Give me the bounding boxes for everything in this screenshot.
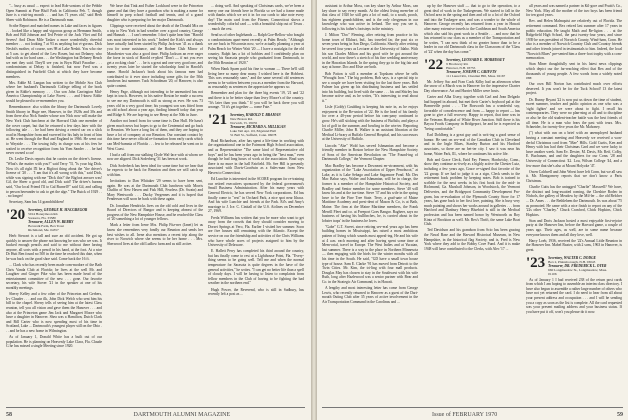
left-column-2	[107, 4, 203, 404]
right-column-3	[526, 4, 622, 404]
column-paragraph: ... doing well. And speaking of Christmas cards, we've been a merry one our friends here in Florida so we had a frame made with thanks which we set it in for our cards to take note every day! The main card from the Fitzner, Connecticut shows a wonderfully colorful card — with a beautiful ship out of Texas . . . much the rest.	[208, 4, 304, 31]
column-paragraph: Invitations to Dan Whitaker '29 seems to have been sent, again. He was at the Dartmouth Club luncheon with Morris Chalfin of New Haven and Fisk Hill, Fearless (Dr. Swain) and Mary Wentworth . . . Ducky Vergennes and it is hoped that Fenderson will soon be back with these again.	[107, 178, 203, 202]
class-year: '22	[424, 56, 444, 73]
class-officers	[446, 58, 505, 78]
column-paragraph: Bob and Grace Cleck, Enid Fay Fiemer, Hardwicky, Conn., show they continue ac-tively as a highly active the Chester Lutz, including a few years ago, Grace re-signed that favorite of the '22 group. If we had to judge it as a sign, Cleck sends to the retirement book problem by keeping notes. Bob is trained to scribble for the next weeks in his first book for the mid- in Richmond, Ga. Marshall Johnson, in Woodstock, the Vermont Deliveries, and the Bridgeport Community Development Pro-gram, has re-evaluation of the Plymouth County Store for 17 years, has gone back to her first love, painting. She is busy very much painting and shows her works around in galleries . . . from Hartford and Danbury Henry Bluebird is still in the Medical profession and has been named honor by Wentworth as Roy Kintz of Brockton as well. Mr. Rex's Thrift, the same Lake Boat Club.	[424, 157, 520, 227]
left-column-3	[208, 4, 304, 404]
column-paragraph: Mr. Jeffrey Sac and Fran Cook Kilby had an afternoon when the snow of a March was in Hanover for the impressive Charter Day observance. Art and Harriet Miller were hosts.	[424, 79, 520, 93]
secretary-line: Secretary, GEORGE H. MACGREGOR	[28, 207, 88, 212]
column-paragraphs	[424, 4, 520, 55]
class-heading-1922	[424, 58, 520, 78]
column-paragraph: Remember and plan for the three big events '19, '21 and '22 and there is to be better shape than Jerry Moore's of the country. "It's later than you think." If you will be back there you will arrange. "If it's get together — come Fate."	[208, 91, 304, 110]
left-footer	[6, 412, 230, 418]
column-paragraph: As of January 1, Donald White has a built out of our population. He is planning on Heavenly Lake Clara, Fla. Claude G he has missed a single Meeting since 1920.	[6, 335, 102, 349]
treasurer-address-1: Lake Vail Apt. 1D, Edgeland Hall	[230, 128, 276, 133]
column-paragraph: Ed Lunchie is interested in the SCORE program for re-training our retired executives sponsored by the federal government's Small Business Administration. After his many years with General Electric, he has served New York corporations. Ed has finally come to "rest" in Orchard Park, a nice spot near Ithaca. And his wife Lunchie and friends at the Park. Ed's and Amy's marriage to J. Ice. C. Cinitall of the U.S. Airlines on December 27, 1969.	[208, 177, 304, 214]
column-paragraph: A lengthy and most interesting letter has come from George Lewis, who recently returned to Hanover as a guest of the Dart-mouth Outing Club after 35 years of active involvement in the Air Transportation Command in the Carolinas and ...	[322, 286, 418, 304]
column-paragraph: (") what with run on a brief with an unemployed husband having a constant meeting and Heavenly we received a won-derful Christmas card from "Mae" Hills. Gold Curtis, Ken and Henry with has had their Christmas Card and we were lucky to have another week. Sam Ev. Dexter, M. Davis, Mr. Reif, Colby, E. Buchanan, and and the daughters for our Conn. '28 and University of Connecticut '42. Lou, Wilson College '44, and a few more that she's also at Mount Holyoke '47.	[526, 131, 622, 168]
class-year: '23	[526, 254, 546, 271]
right-footer	[322, 412, 623, 418]
secretary-line: Secretary, HAROLD T. BRAMAN	[230, 112, 281, 117]
treasurer-address-1: Boxwalk Farm, Box Trout	[28, 223, 64, 228]
footer-rule	[6, 407, 305, 408]
column-paragraph: "... busy as usual ... expect to lead Rob-sontons of the Pebble Open Summit at Pine Bluff Park in California Feb. 7, though June is a visit-ing month . . . and has 71 years old," said Herb Sheer with Robinson. He is a Dartmouth man.	[6, 4, 102, 22]
column-paragraphs	[107, 4, 203, 246]
column-paragraph: I had a call from our stalking Clyde Wal-lace with at whom we now are aligned. Dick Soderberg '31 has been at work.	[107, 152, 203, 162]
column-paragraph: Owen Caldwell and John Woest have left Conn, but we all saw it. Mr. Montgomery reports that we don't know a Paris Christmas.	[526, 169, 622, 183]
column-paragraph: As of January 1 I had received 238 of the return post cards from which I am hoping to assemble an interim class directory. I have also begun to assemble a rather large number of others who have not yet returned the card. I do need to hear from all about your present address and occupation . . . and I will be sending you a copy as soon as the list is complete. All the card requested was your present mailing address and your business status. If you have put it off, won't you please do it now.	[526, 277, 622, 314]
column-paragraph: Scribe Report and matched names in Lake and faces in figures . . . looked like a happy and vigorous group as Hermann Smith, Bob and Bill Johnson and Ted Petrie of the Jack Vliet and Ed Severs! And Dean Mile Tasker a more wonderfully cheerful member . . . not looking 7 at 93 as anything but vi-gorous. Dick Nesbit's mother, of course, was 98 at Lake Nesbit. You who rise at 5 a.m. to get ahead of the Lew Rosen, but not Delaney, who had with us for hard cans . . . the Washington but Delaney Beach we met they said. They'll see you in Bryn Bluff Paradise . . . condominium at Delray is finished, but now Fred was a distinguished in Fairfield Club at which they have become members.	[6, 23, 102, 79]
column-paragraphs	[526, 4, 622, 253]
treasurer-line: Treasurer, JOSEPH C. GRIFFIN	[446, 69, 497, 74]
column-paragraph: Earl Dohlberg is a great guy and is writ-ing a good sense of humor. He sent on sev-eral of the Canadian Club in Cleveland and in the Ingle Blues, Stanley Burton and his Hartford associates, so there are no bet-ter city. I saw it was near his home, Water Park, Ill., where he continues his active life.	[424, 133, 520, 156]
column-paragraph: "Gabe" G.T. Sweet, since retiring sev-eral years ago has been building homes in Mississippi, has raised a most ambitious pattern of living which sounds most appeal-ing. He and his wife at 4 a.m. each morning and after having spent some time at Mem-orial, travel in Europe. The West Indies and at Yucatan, last summer. There is a way to the place in Northern Minnesota — then engaging with the birds for the winter months with all his time in the South. He said, "GD have a small town house type of house. Sam E. Clarke '91 has moved from Detroit to the Twin Cities. Mr. Kim, the tri-ling with four mall products. Douglas May has chosen to stay in the Southwest with his wife Ruth, long after Hazlewood was a senior partner with Bear and Co. in the Strategic Air Command, is in Hawaii.	[322, 224, 418, 284]
column-paragraph: Mac Bradley has become a Downeast en-vironment, with his organization of the "Lake Association of Upper Penobscot," at Lake, as it is Lake Sebago and Lake Sagamore Pond. Mr. Des Mac Bahar says, Walter and Ishmanian, will be in charge, the former is a member of the Hampshire Historical Society, and Bradley and Senior member for some members. Steve '40 will know his and at the tax-time. Steve '37 and his wife in the spring have to be the Fine Tree State. Terry, a grad-uate of Maine Maritime Academy and presi-dent of Mason & Co, is at Bath, Maine. The firm at the Maine Maritime members, the Frank Merrill Fleet and co. at Freeport Goes Bangor. Bagheer, says no business of having his bullfinches, he, is carried about in the lobster traps' in the business he loves.	[322, 163, 418, 223]
column-paragraph: J. Milton "Doc" Fleming, after retiring from practice in his home town of Elkhart, Ind., has traveled far, the past six or seven years being in San Diego, California. Shortly after retiring he served four years as Lecturer at the University of Idaho. With his son Charles Milton and his good wife he got around the world, and now there's a stretch of his fine wedding anniversary in the Hawaiian Islands. In the spring they go to the big fair and stay at home. Doc and Elsie are both.	[322, 33, 418, 70]
column-paragraph: Sherry Kelley and a few other of the Princeton and Gerbers, Irv Clauder . . . and our ilk, John Dick Welch who sent him his bill to the chapel. Sherry tells of seeing him at the latest Class reunion, tell you all vision and gave them the Hanover . . . and also at the Princeton game Jim Jack and Margaret Moore who have a daughter in Hanover. Shea was a Hamilton, Dutch Clark and Bill Carter who is now spending most of his time in Scotland, Lake ... Dartmouth's youngest player still on the Ohio . . . and he has a new home in Wilmington.	[6, 292, 102, 333]
column-paragraph: Brad Richardson, after has spent a life-time in working with the organizational one in the Fairmont High School association, and as Representative "The same kind of Representative old boys" and he has been years ago in being the "best man," even though he had long hours of work at the association. Brad says there is no more in the hall Fairfield. Mr. See Hill is presently associated with Davis-Goodwin as a Sales-man from New Haven to Connecticut.	[208, 138, 304, 175]
secretary-address-1: 5014 Honeymoon Rd.	[28, 211, 59, 216]
column-paragraphs	[424, 80, 520, 252]
column-paragraph: Our own Bill Norton has contributed much over efforts deserved. It you won't be for the Tuck School! 13 the latest project.	[526, 82, 622, 96]
secretary-address-2: Sarasota, Fla. 33580	[28, 215, 56, 220]
column-paragraph: assistant to Arthur Moss, can key share by Arthur Moss, can key share to say every month. At the oldest living mem-ber of that class of 1920 he still gets a lot of mail, to a south, pooch, has eighteen grandchildren, and is the only clergyman in our knowledge who was active in Ireland. The way you see it, following is his father's footsteps in the ministry.	[322, 4, 418, 31]
column-paragraph: all years and was named a partner in Kil-gore and Pruitt's Co., New York. May all the mother of the two boys has been friend for ten good years.	[526, 4, 622, 18]
column-paragraph: Charlie Cutts has the untagged "Charlie" Maxwell? We have, the distinct and long-awaited coming, the Cheshire Rodeo in Nichols, the gallery of Meadow by the Mil-ler ... the old Belcher ... Dr. Ames . . . the Bethlehem the Dartmouth. Its was about '75 as promoted. He came with a nice finish to report on any of the '22s other "Charley." Chuck Cranford, Chick Hopkins, Chick Hopkins.	[526, 185, 622, 217]
column-paragraph: Dr. Bunny Bryant '22 is now put us down the time of student, sweet summer, teacher and public opinion as one who was a 'right fighter' and we were about to fight. I recall his contemporaries. They were no plan-ning at all and to discipline or also be the old student-teacher battle was the best friends of all time. He is a man who fears the past with tears. Mrs. Schneider, for twenty-five years the Mr. Mahoney.	[526, 97, 622, 130]
column-paragraph: Dr. Leslie Davis reports that he carries on the driver's license. "What's the matter with you?" said Terry "Il, "Is your big Dick. Now it's all right I'll be a Bigfoot thing about the "the driver's license of '20 . . . 'I am that it's all wrong with this," said Dick, while was signing with me "Dick this?' the Bigfoot answer was! Gil, the Sheer a good old, and Dick said! The driver's bureau said, "Our local Friend I'll to Gal Burnell?" said Gil, and calling to person hereunder to ask to get the alge." The Buick of 1929 . . . no longer!	[6, 157, 102, 199]
column-paragraph: Send us of other Inglehands — Ralph Goe-Bellow who bought a condominium apart-ment recently at Palm Beach; "Although we are back in Wisconsin now, we're actually planning a year at Palm Beach for Winter Wait '20 — I have a nostalgia for the old country. Ralph has a lot of hobbies and I confidently plan on seeing his Sarasota people who graduated from Dartmouth, to the 50th Reunion of 1920."	[208, 33, 304, 65]
right-column-2	[424, 4, 520, 404]
column-paragraph: Stan Miner thoughtfully sent in his latest news clippings which depict our the far-reaching effect that Rex and of the thousands of young people. A few words from a widely noted one.	[526, 62, 622, 81]
treasurer-address-2: Richmond, Me. 04357	[28, 227, 59, 232]
column-paragraph: When Hank Spaen paid his fine to woman — There he'll still living here so many dear many. I wished here is the Hobbest. This was reasonably sane," and the same several old sentences seems to be written between you as a member from the Harvard, as reasonably as sentences the appreciate he appears so.	[208, 66, 304, 90]
treasurer-address-2: 51 Ball St., Suffield, Conn. 06078	[230, 132, 277, 137]
column-paragraph: Remembrance: also within the library the Dartmouth Lovely Smith library in Huge nee, Hanover, in the 1920s and 30s and from there also Nick Sander whose son Nick now will make the New York Club luncheon at the Harvard Club one member of the cover carpet, but that he returned a few days later with the following tale . . . he had been driving a rented car on a slick road in Hampshire from and swerved for his lady in front of him at. He went through the Hud and England in 1966. He went out to Wayside . . . The towing fully in charge was at his fees he waited to receive recognition from his Yom Sander . . . he had never owned a car!	[6, 105, 102, 156]
column-paragraph: Hugh Power, the Reverend, who is still in Sudbury, has recently left a post as ...	[208, 287, 304, 297]
secretary-address-1: Box 2, Plainsborough, N.H. 03043	[548, 259, 596, 264]
class-officers	[230, 113, 286, 137]
class-officers	[28, 208, 87, 232]
treasurer-line: Treasurer, ALLEN W. BERRY	[28, 219, 74, 224]
column-paragraph: Clippings were received about the death of the Donald Mix on a trip to New York in bad weather over a good country, George and Hannah . . . I can't remember. I don't quite hear him "Harold was most interested in his work." Indeed the Kirk's and always have actually had been started by Philip Jack-son '41 as a thank you for some assistance, and the Bodner Club Mirror of Manchester was also a good time. Philip Jackson an ever eager the favor in stock of Harold re-plied "Don't — if not you ever get a rocking chair" . . . he is a great and one very good one, and twenty years later he started the scholarship fund in Harold's name. Harold Jackson's book about his famous men had contributed to it ever since including some gifts for the 50th luncheon last summer. Tuck Schoolman '20, of Hanover, is also quite content.	[107, 23, 203, 88]
column-paragraph: Secretary, Sam has 14 grandchildren!	[9, 200, 65, 205]
column-paragraph: Ted Davidson and his grandson from Scio has been gracing the Naval Base and the Harvard Historical Museum, in New Hampshire, in the historical flag Society, and is, Fred is New York where they add to the Bobby Cove Fund. And it is make 1948 will have contributed to the Clerks, with Alec '17 ...	[424, 228, 520, 251]
class-year: '20	[6, 206, 26, 223]
column-paragraph: Mark a letter from Irene Mrs. Philip Fitz-ner (Janet) let us know she remembers very fondly our Reunion and sends her best wishes to all. Irene also mentions a recent trip along the river to Norwich where she seems to be her home . . . Mrs. Sherwood lives at the old Ludlow farm and as still active.	[107, 223, 203, 246]
page-number: 58	[6, 412, 12, 418]
page-number: 59	[617, 412, 623, 418]
secretary-address-2: Hanover, N.H. 03755	[446, 65, 476, 70]
column-paragraph: We have that Tink and Esther Lockhard were in the Princeton game and that they have a grandson who is making a name for himself in prep school football and tennis, and of a grand daughter who is preparing for her major Dartmouth.	[107, 4, 203, 22]
issue-date: Issue of FEBRUARY 1970	[432, 412, 498, 418]
treasurer-address-1: 111 Laurel Rd., Chestnut Hill, Mass. 02167	[446, 73, 506, 78]
class-year: '21	[208, 111, 228, 128]
column-paragraphs	[208, 4, 304, 110]
right-column-1	[322, 4, 418, 404]
secretary-address-2: Norwich, Vt. 05055	[230, 120, 258, 125]
column-paragraph: Dr. Jonathan Hendricks lives on the old cold and lives in the Board of Directors of Bangor and is keeping abreast of the progress of the New Hampshire House, and he reached the Class of '20 something a lot of younger fellows.	[107, 203, 203, 222]
column-paragraph: E. Hallett Perry has completed his third around the country, but has finally come to rest at a Lighthouse Point, Fla. "Every-thing seems to be going well. Tell me and when the normal temperature for Sarasota is quite degrees in the have of the general activities," he writes. "I can get no better life than a spell of cloudy days. I will be having to listen to complaints from fellow members in the Club of having to be fighting the bad weather in the northern end."	[208, 249, 304, 286]
footer-rule	[322, 407, 623, 408]
column-paragraph: Lisle (Goldy) Goulding is keeping his note in, as he enjoys enjoyment to the Re-union of '22. He is the head of his family for over a 40-year period before his com-pany continued to grow. He's still sticking with the business of Buffalo, and plays a lot of golf in the summer, and bowling in the win-ter. Reporting Charlie Miller, John B. Walker is an assistant librarian at the Medical Li-brary at Buffalo General Hospital, and his successors at the University of Buffalo.	[322, 105, 418, 142]
treasurer-line: Treasurer, RICHARD A. MILLIGAN	[230, 124, 286, 129]
column-paragraphs	[6, 234, 102, 349]
right-page	[317, 0, 628, 420]
treasurer-line: Treasurer, DR. FREDERICK L. OYER	[548, 263, 607, 268]
treasurer-address-2: 01106	[548, 271, 557, 276]
column-paragraph: Stan and Doris Jackson hosted a most enjoyable first-rejoice party at the Hanover Inn, before the Harvard game, a couple of years ago. Their ages, as well, are in some name because everyone knows them and all they love, well.	[526, 218, 622, 237]
publication-name: DARTMOUTH ALUMNI MAGAZINE	[133, 412, 231, 418]
class-heading-1920	[6, 208, 102, 232]
column-paragraph: Mrs. Eddie M. Langan has written to the Mobile Sox Club where her husband's Dartmouth College telling of the book given in Eddie's memory . . . Our son John Carrington Mid-America Championship at Lake Forest . . . and I-know Eddie would be pleased to re-memember you.	[6, 80, 102, 104]
secretary-line: Secretary, LEONARD E. MORRISSEY	[446, 57, 505, 62]
column-paragraph: Rev. and Helen Malmquist are relatively out of Florida. The retirement command. Rex retired last summer after 17 years in public education. He taught Math and Re-ligion . . . at the Ridgefield High School, the past twenty-four years, and since 1939 he was president of Norwich County, Wind-ham, Conn. He also is a member of Norwich Country Club and Country friends and other friends joined in testimonials to him. Indeed, the local "Norwich Blues" pre-sented him a three-foot trophy with a com-memoration.	[526, 19, 622, 61]
column-paragraphs	[526, 278, 622, 315]
column-paragraph: Harry Loeb, 1936, received the '22's Annual Little Reunion in the Hanover Inn. Mabel Baxter, with 2 sons, 1963 in Hanover, is great.	[526, 238, 622, 253]
class-officers	[548, 256, 607, 276]
column-paragraph: ... Clark who has recently been made com-modore of the Bath Chris Vanda Club at Florida; he lives at the well Mr. and Laughter and Ginger Pike who has been made head of the entertainment committee of the new . . . gone. Our favorite secretary, his wife Stover '21 in the speaker at one of his monthly meetings.	[6, 263, 102, 291]
column-paragraph: Lincoln "Abe" Wold has served Ishmanian and become a friendly member in Boston before the New Hampshire Society of Sons of the American Revolution on "The Found-ing of Dartmouth College," the Vermont Chapter.	[322, 143, 418, 162]
column-paragraphs	[322, 4, 418, 305]
left-page	[0, 0, 311, 420]
column-paragraph: Carter and Alba Usery, together with Carl and Jean Delgado had hopped in aboard, but met their Carter's boyhood pal at the Bonneville point . . . The Bosworth has a wonderful say, favorable of convalescence and from — happy to report — has gone to give a full recovery. Happy to report, that time was in the Veterans Hospital of White River Junction. Still there is his Bayou Foods Company in Bridgeport, he and he is expected as "being comfortable."	[424, 94, 520, 132]
secretary-address-1: New Broton Rd.	[230, 116, 253, 121]
left-column-1	[6, 4, 102, 404]
column-paragraph: Henry Page, although not intending to be unreunited has not kept in touch. However, in his native Boston he made a success to see me my Dartmouth is still as strong as ever. He was 73 years old in a very good time; his youngest son was fitted from an old school about a year ago, finding himself today that year and Ridge 6. We are hop-ing to see Henry at the 50th in June.	[107, 89, 203, 117]
column-paragraph: Dick Soderbeck has been ideal for some time but we hear that he expects to be back for Reunion and then we will catch up with him.	[107, 163, 203, 177]
secretary-address-1: 9 Brockway Rd.	[446, 61, 469, 66]
column-paragraph: Herb Stewart is a tall and sure an old accident. He got up quickly to answer the phone not knowing he was who we was. It bucked enough pencils and said to me without there having anyone, all sorts with a pencil in his hand, at the foot. At a nice Dr Hutt Ben found no 500 in the time he reached this date, when he was back on the good shoe said. Come back the 16 ft.	[6, 233, 102, 261]
column-paragraph: Another not heard from for some time is Don Hull. He hasn't given much news but hopes to go to the Centennial and go back to Reunion. We have a long list of them, and they are hoping to have a lot of company at our Reunion. Our constant contact by this time have never official re-formation from early cards which can Meil-bamnia of Florida . . . few to be released he went on to West Coast.	[107, 119, 203, 151]
treasurer-address-1: 660 Longmeadow St., Longmeadow, Mass.	[548, 267, 608, 272]
class-heading-1921	[208, 113, 304, 137]
secretary-line: Secretary, WALTER C. DODGE	[548, 255, 597, 260]
column-paragraphs	[6, 4, 102, 205]
column-paragraph: up by the Hanover staff — that to go to the operation, to a great deal of work in the Tuskegeeans. We started to fall in the Oxford area in the spring and then and off to a lot of the Oxford and into the Tuskegee area, and was a wonder to the whole of Hanover. George recently has returned from a year in Hawaii after many extensive travels to the Caribbean and South America which also said his great work in a Seattle . . . and now that he has returned to our class as a member of the Transportation and he writes, "I can now think of no greater honor than to be a leader in our old Dartmouth class in the Classroom of the 'Class of '22' when the day has come."	[424, 4, 520, 54]
class-heading-1923	[526, 256, 622, 276]
column-paragraph: Freda Williams has written that you be more who want to get away from the crowds that they should consider moving to Dorset Springs at Vero, Fla. Earlier I visited her summer. Soon are five houses still remaining with the Atlantic. Except the service on our the friendship and activities of the Chris Williams who have whole acres of projects assigned to him by the University of Delaware.	[208, 215, 304, 248]
column-paragraph: Bob Patton is still a member at Topsham where he sells "Wrought Iron." The big problem, Bob says, is a special trip to see a couple we have been visiting for the last three years. Bob Fulmer has given up his distributing business and has settled into his building, but lived with the same . . . his and Shirley has become active and, as he writes, "It's interesting to read about it."	[322, 71, 418, 104]
column-paragraphs	[208, 139, 304, 297]
